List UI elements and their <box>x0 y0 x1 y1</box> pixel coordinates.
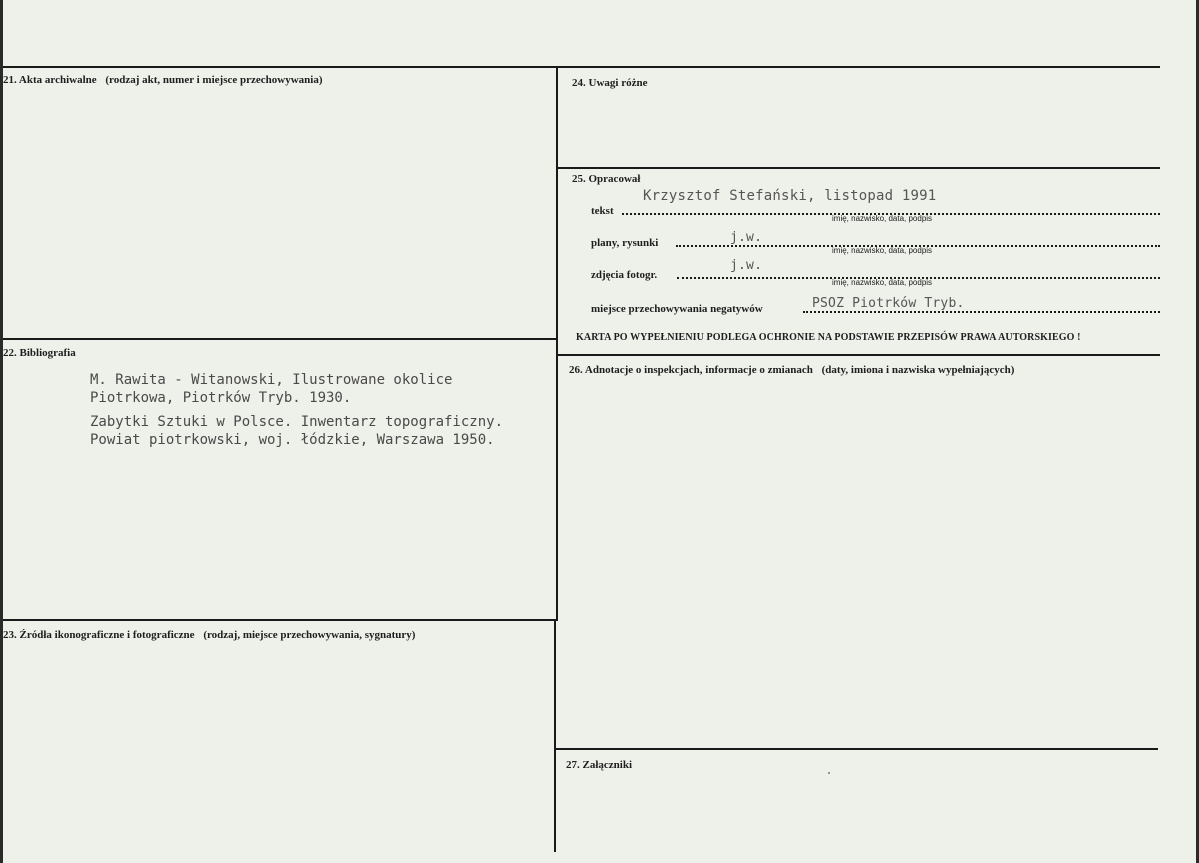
section-26-title: Adnotacje o inspekcjach, informacje o zmianach <box>584 364 813 376</box>
plany-hint: imię, nazwisko, data, podpis <box>832 246 933 255</box>
section-24-number: 24. <box>572 77 586 89</box>
section-24-heading <box>572 77 647 89</box>
bibliography-entry-line: M. Rawita - Witanowski, Ilustrowane okolice <box>90 372 453 388</box>
section-24-title: Uwagi różne <box>588 77 648 89</box>
bibliography-entry-line: Zabytki Sztuki w Polsce. Inwentarz topograficzny. <box>90 414 504 430</box>
section-26-subtitle: (daty, imiona i nazwiska wypełniających) <box>821 364 1015 376</box>
bibliography-entry <box>90 371 452 407</box>
bibliography-entry-line: Piotrkowa, Piotrków Tryb. 1930. <box>90 390 352 406</box>
plany-value: j.w. <box>730 230 763 245</box>
plany-label: plany, rysunki <box>591 237 659 249</box>
section-22-title: Bibliografia <box>19 347 76 359</box>
top-rule <box>3 66 1160 68</box>
section-23-title: Źródła ikonograficzne i fotograficzne <box>19 629 195 641</box>
section-22-heading <box>3 347 76 359</box>
section-22-number: 22. <box>3 347 17 359</box>
tekst-hint: imię, nazwisko, data, podpis <box>832 214 933 223</box>
rule-below-25 <box>558 354 1160 356</box>
section-26-number: 26. <box>569 364 583 376</box>
copyright-notice: KARTA PO WYPEŁNIENIU PODLEGA OCHRONIE NA PODSTAWIE PRZEPISÓW PRAWA AUTORSKIEGO ! <box>576 332 1081 343</box>
bibliography-entry <box>90 413 503 449</box>
center-divider-upper <box>556 66 558 621</box>
section-27-title: Załączniki <box>582 759 633 771</box>
rule-below-21 <box>3 338 556 340</box>
section-25-number: 25. <box>572 173 586 185</box>
tekst-value: Krzysztof Stefański, listopad 1991 <box>643 188 937 204</box>
bibliography-entry-line: Powiat piotrkowski, woj. łódzkie, Warszawa 1950. <box>90 432 495 448</box>
rule-below-26 <box>556 748 1158 750</box>
section-26-heading <box>569 364 1014 376</box>
tekst-label: tekst <box>591 205 614 217</box>
section-23-number: 23. <box>3 629 17 641</box>
section-27-heading <box>566 759 632 771</box>
negatywy-value: PSOZ Piotrków Tryb. <box>812 296 965 311</box>
paper-speck <box>828 772 830 774</box>
negatywy-label: miejsce przechowywania negatywów <box>591 303 763 315</box>
zdjecia-value: j.w. <box>730 258 763 273</box>
section-27-number: 27. <box>566 759 580 771</box>
section-23-subtitle: (rodzaj, miejsce przechowywania, sygnatury) <box>203 629 416 641</box>
center-divider-lower <box>554 620 556 852</box>
negatywy-dotted-line <box>803 311 1160 313</box>
section-21-title: Akta archiwalne <box>18 74 97 86</box>
section-21-number: 21. <box>3 74 17 86</box>
rule-below-24 <box>558 167 1160 169</box>
section-21-heading <box>3 74 323 86</box>
section-25-heading <box>572 173 640 185</box>
rule-below-22 <box>3 619 556 621</box>
section-23-heading <box>3 629 415 641</box>
section-21-subtitle: (rodzaj akt, numer i miejsce przechowywania) <box>105 74 323 86</box>
section-25-title: Opracował <box>588 173 641 185</box>
zdjecia-label: zdjęcia fotogr. <box>591 269 658 281</box>
card-left-edge <box>0 0 3 863</box>
zdjecia-hint: imię, nazwisko, data, podpis <box>832 278 933 287</box>
